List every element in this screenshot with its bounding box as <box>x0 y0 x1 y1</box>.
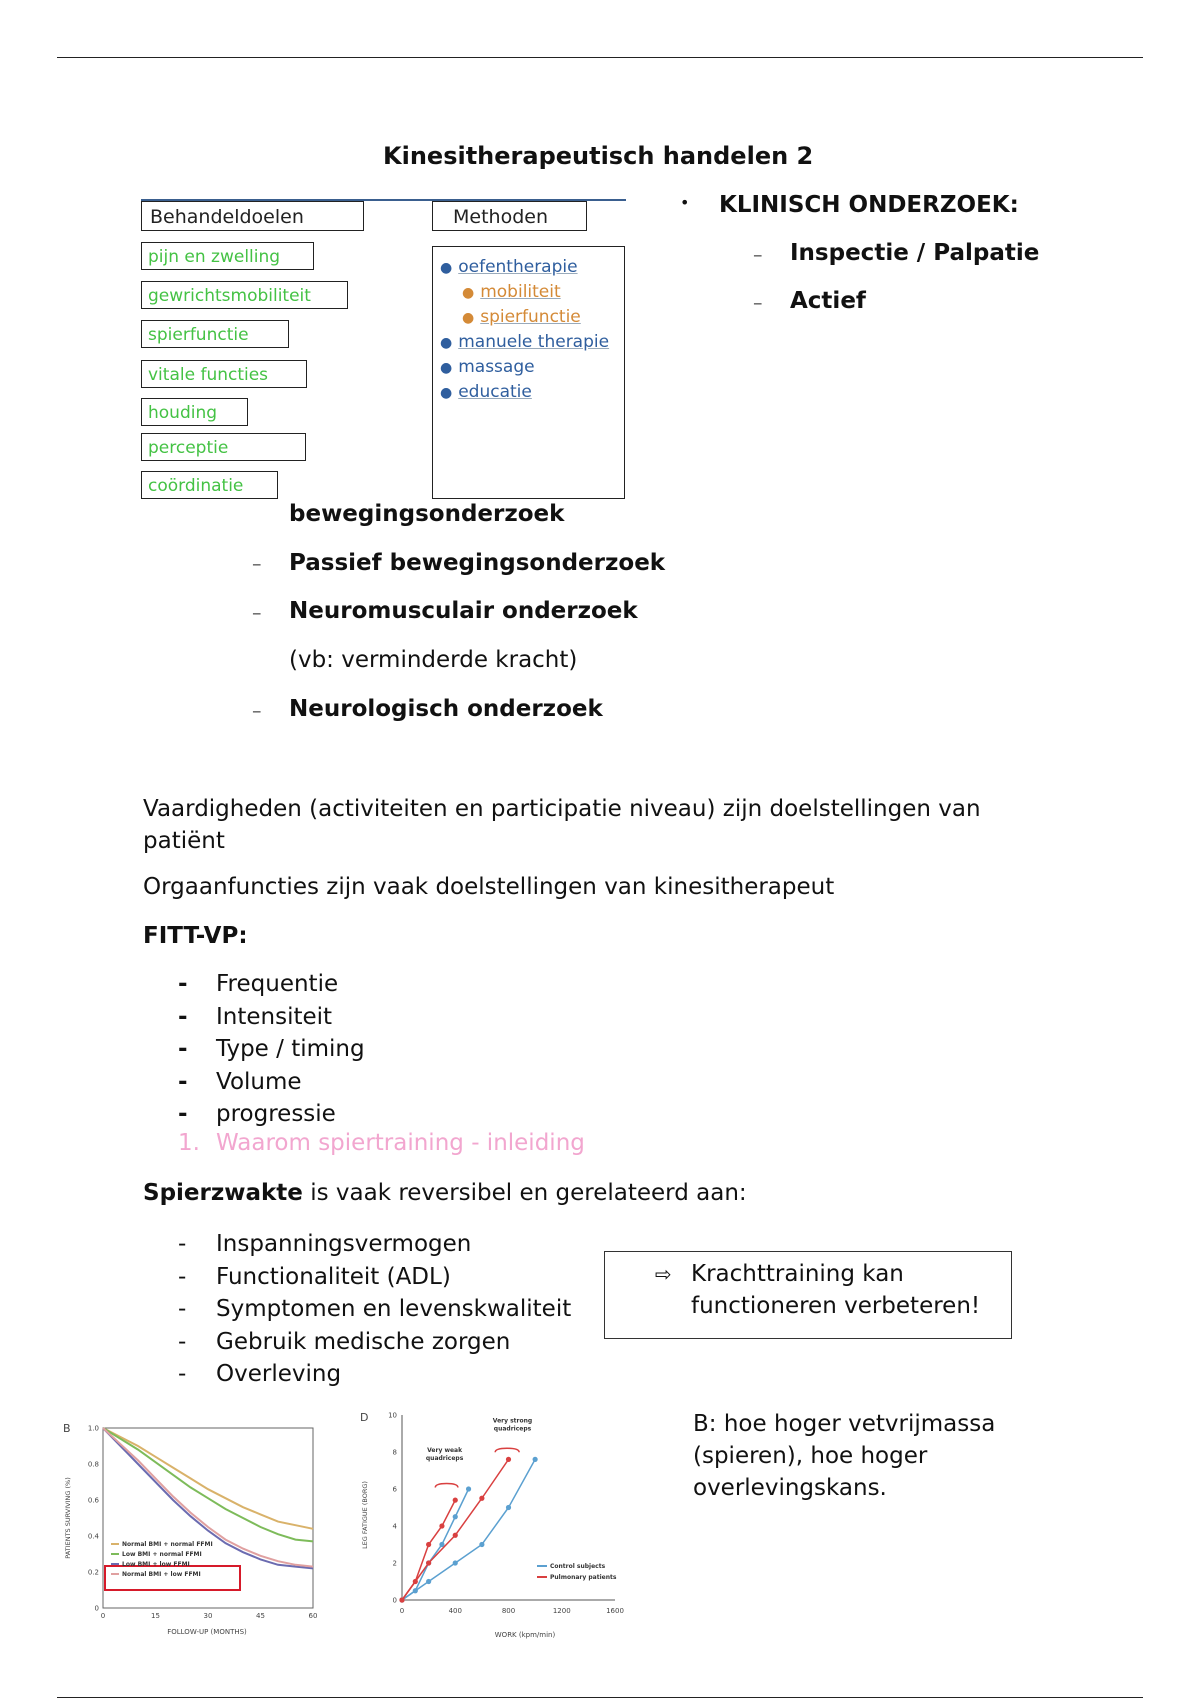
data-point <box>453 1533 458 1538</box>
y-tick-label: 4 <box>392 1522 397 1531</box>
annotation-label: quadriceps <box>425 1455 464 1462</box>
clinical-heading: KLINISCH ONDERZOEK: <box>719 192 1019 218</box>
list-item: - Functionaliteit (ADL) <box>178 1263 451 1290</box>
x-tick-label: 45 <box>256 1612 265 1620</box>
list-item: - progressie <box>178 1101 336 1127</box>
fitt-heading: FITT-VP: <box>143 923 248 949</box>
clinical-item: Inspectie / Palpatie <box>790 240 1040 266</box>
goal-item: pijn en zwelling <box>141 242 314 270</box>
data-point <box>426 1560 431 1565</box>
spierzwakte-term: Spierzwakte <box>143 1180 303 1206</box>
data-point <box>399 1597 404 1602</box>
goal-item: spierfunctie <box>141 320 289 348</box>
method-item: ● educatie <box>440 382 532 402</box>
y-tick-label: 6 <box>392 1485 397 1494</box>
annotation-label: quadriceps <box>493 1425 532 1433</box>
data-point <box>426 1542 431 1547</box>
x-axis-label: FOLLOW-UP (MONTHS) <box>167 1628 247 1636</box>
list-item: - Intensiteit <box>178 1003 333 1030</box>
data-point <box>426 1579 431 1584</box>
series-line <box>402 1459 535 1600</box>
data-point <box>453 1560 458 1565</box>
spierzwakte-paragraph <box>143 1180 747 1206</box>
method-subitem: ● mobiliteit <box>462 282 561 302</box>
data-point <box>453 1514 458 1519</box>
x-tick-label: 15 <box>151 1612 160 1620</box>
goal-item: gewrichtsmobiliteit <box>141 281 348 309</box>
list-item: - Overleving <box>178 1361 342 1387</box>
spierzwakte-text: is vaak reversibel en gerelateerd aan: <box>302 1180 747 1206</box>
data-point <box>466 1486 471 1491</box>
x-axis-label: WORK (kpm/min) <box>494 1631 556 1639</box>
list-item: - Symptomen en levenskwaliteit <box>178 1296 572 1322</box>
fitt-list <box>178 968 365 1131</box>
legend <box>537 1563 617 1581</box>
list-item: - Inspanningsvermogen <box>178 1231 472 1257</box>
annotation-bracket <box>435 1483 458 1487</box>
goal-item: vitale functies <box>141 360 307 388</box>
y-tick-label: 10 <box>388 1411 397 1420</box>
paragraph: Vaardigheden (activiteiten en participatie niveau) zijn doelstellingen van patiënt <box>143 796 981 854</box>
methods-box <box>432 246 625 499</box>
y-tick-label: 8 <box>392 1448 397 1457</box>
clinical-item: Neurologisch onderzoek <box>289 696 603 722</box>
legend-label: Low BMI + low FFMI <box>122 1561 190 1568</box>
dash-icon: – <box>753 292 763 314</box>
clinical-item-continued: bewegingsonderzoek <box>289 501 565 527</box>
x-tick-label: 60 <box>308 1612 318 1620</box>
clinical-item: Passief bewegingsonderzoek <box>289 550 666 576</box>
legend-highlight-box <box>105 1566 240 1590</box>
spierzwakte-list <box>178 1228 571 1391</box>
clinical-note: (vb: verminderde kracht) <box>289 647 578 673</box>
method-item: ● manuele therapie <box>440 332 610 352</box>
goal-item: perceptie <box>141 433 306 461</box>
series-points <box>399 1457 537 1603</box>
data-point <box>533 1457 538 1462</box>
x-tick-label: 400 <box>448 1607 462 1615</box>
dash-icon: – <box>753 244 763 266</box>
method-item: ● oefentherapie <box>440 257 578 277</box>
annotation-bracket <box>495 1448 519 1452</box>
section-title: Waarom spiertraining - inleiding <box>216 1130 585 1156</box>
method-item: ● massage <box>440 357 535 377</box>
y-tick-label: 0 <box>94 1604 99 1613</box>
data-point <box>506 1505 511 1510</box>
data-point <box>479 1542 484 1547</box>
goal-item: houding <box>141 398 248 426</box>
dash-icon: – <box>252 553 262 575</box>
panel-letter: D <box>360 1411 369 1424</box>
x-tick-label: 30 <box>203 1612 213 1620</box>
method-subitem: ● spierfunctie <box>462 307 581 327</box>
list-item: - Gebruik medische zorgen <box>178 1328 511 1355</box>
dash-icon: – <box>252 700 262 722</box>
paragraph: Orgaanfuncties zijn vaak doelstellingen van kinesitherapeut <box>143 874 835 900</box>
data-point <box>506 1457 511 1462</box>
page-title: Kinesitherapeutisch handelen 2 <box>383 142 814 170</box>
x-tick-label: 800 <box>501 1607 516 1615</box>
clinical-item: Neuromusculair onderzoek <box>289 598 638 624</box>
y-axis-label: LEG FATIGUE (BORG) <box>361 1481 369 1549</box>
annotation-label: Very strong <box>492 1417 533 1425</box>
arrow-right-icon: ⇨ <box>655 1262 672 1286</box>
callout-box <box>604 1251 1012 1339</box>
y-axis-label: PATIENTS SURVIVING (%) <box>64 1477 72 1559</box>
y-tick-label: 0.6 <box>87 1496 99 1505</box>
chart-frame <box>103 1428 313 1608</box>
x-tick-label: 1600 <box>606 1607 624 1615</box>
figure-caption: B: hoe hoger vetvrijmassa (spieren), hoe hoger overlevingskans. <box>693 1411 996 1501</box>
y-tick-label: 0.4 <box>87 1532 99 1541</box>
list-item: - Volume <box>178 1068 302 1095</box>
chart-leg-fatigue <box>350 1405 660 1645</box>
dash-icon: – <box>252 602 262 624</box>
section-heading <box>178 1130 585 1156</box>
bottom-rule <box>57 1697 1143 1698</box>
chart-survival <box>57 1410 327 1650</box>
annotations <box>426 1417 532 1487</box>
list-item: - Frequentie <box>178 971 339 997</box>
y-tick-label: 0.2 <box>87 1568 99 1577</box>
annotation-label: Very weak <box>427 1447 463 1454</box>
legend-label: Control subjects <box>550 1563 606 1570</box>
y-tick-label: 2 <box>392 1559 397 1568</box>
bullet-icon: • <box>680 193 690 212</box>
y-tick-label: 0.8 <box>87 1460 99 1469</box>
legend-label: Pulmonary patients <box>550 1574 617 1581</box>
data-point <box>453 1498 458 1503</box>
x-tick-label: 0 <box>100 1612 106 1620</box>
data-point <box>439 1523 444 1528</box>
section-number: 1. <box>178 1130 200 1156</box>
x-tick-label: 0 <box>399 1607 405 1615</box>
methods-header: Methoden <box>432 201 587 231</box>
legend-label: Normal BMI + normal FFMI <box>122 1541 213 1548</box>
x-tick-label: 1200 <box>552 1607 571 1615</box>
methods-list <box>440 255 624 405</box>
legend-label: Normal BMI + low FFMI <box>122 1571 201 1578</box>
list-item: - Type / timing <box>178 1036 365 1062</box>
series-line <box>103 1428 313 1529</box>
panel-letter: B <box>63 1422 71 1435</box>
series-line <box>402 1489 469 1600</box>
y-tick-label: 1.0 <box>87 1424 99 1433</box>
clinical-item: Actief <box>790 288 866 314</box>
data-point <box>479 1496 484 1501</box>
series-line <box>402 1500 455 1600</box>
legend-label: Low BMI + normal FFMI <box>122 1551 202 1558</box>
callout-text: Krachttraining kan functioneren verbeteren! <box>691 1261 981 1319</box>
goal-item: coördinatie <box>141 471 278 499</box>
goals-header: Behandeldoelen <box>141 201 364 231</box>
top-rule <box>57 57 1143 58</box>
legend <box>111 1541 213 1578</box>
y-tick-label: 0 <box>392 1596 397 1605</box>
